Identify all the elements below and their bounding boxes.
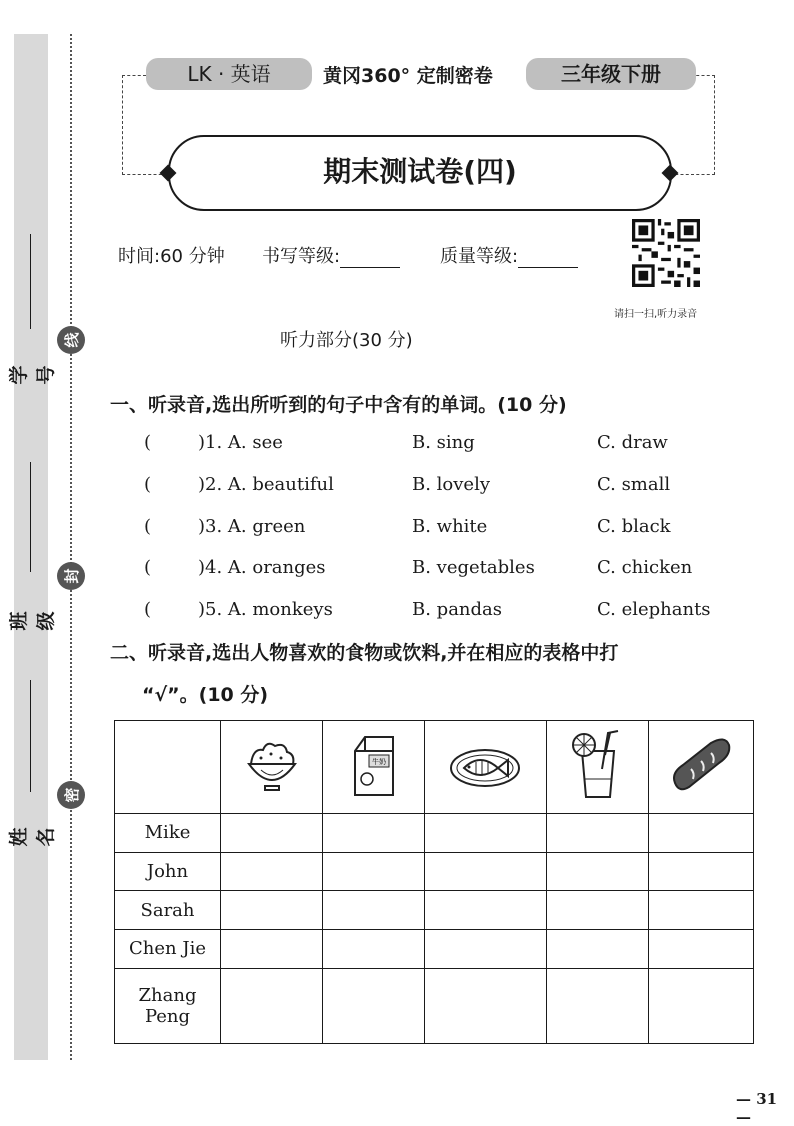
student-name-cell: Chen Jie — [115, 929, 221, 968]
table-row — [115, 852, 754, 891]
answer-paren[interactable]: ( — [144, 557, 152, 578]
table-row — [115, 891, 754, 930]
option-a: )3. A. green — [198, 516, 306, 537]
answer-cell[interactable] — [546, 891, 648, 930]
option-c: C. black — [597, 516, 671, 537]
option-b: B. white — [412, 516, 488, 537]
option-a: )1. A. see — [198, 432, 283, 453]
student-id-line — [30, 234, 31, 329]
student-name-cell: John — [115, 852, 221, 891]
bread-icon — [669, 733, 733, 797]
page-number: — 31 — — [736, 1090, 778, 1126]
answer-cell[interactable] — [323, 814, 425, 853]
corner-cell — [115, 721, 221, 814]
option-c: C. chicken — [597, 557, 693, 578]
bread-cell — [648, 721, 753, 814]
table-row — [115, 968, 754, 1044]
option-b: B. vegetables — [412, 557, 535, 578]
milk-label: 牛奶 — [371, 757, 386, 766]
food-preference-table — [114, 720, 754, 1044]
seal-seal: 封 — [57, 562, 85, 590]
answer-cell[interactable] — [221, 929, 323, 968]
answer-cell[interactable] — [648, 852, 753, 891]
exam-time: 时间:60 分钟 — [118, 246, 225, 267]
option-a: )5. A. monkeys — [198, 599, 333, 620]
part1-title: 一、听录音,选出所听到的句子中含有的单词。(10 分) — [110, 394, 567, 416]
listening-heading: 听力部分(30 分) — [280, 330, 413, 351]
writing-grade-blank[interactable] — [340, 249, 400, 268]
answer-cell[interactable] — [221, 891, 323, 930]
answer-paren[interactable]: ( — [144, 432, 152, 453]
answer-cell[interactable] — [323, 968, 425, 1044]
question-row — [140, 557, 740, 583]
answer-cell[interactable] — [323, 891, 425, 930]
option-b: B. pandas — [412, 599, 503, 620]
fish-plate-icon — [448, 738, 522, 792]
seal-secret: 密 — [57, 781, 85, 809]
question-row — [140, 599, 740, 625]
answer-cell[interactable] — [221, 852, 323, 891]
answer-cell[interactable] — [648, 891, 753, 930]
rice-bowl-cell — [221, 721, 323, 814]
binding-strip — [14, 34, 48, 1060]
milk-carton-icon — [343, 729, 405, 801]
option-a: )4. A. oranges — [198, 557, 326, 578]
class-label: 班级 — [8, 611, 57, 631]
grade-pill: 三年级下册 — [526, 58, 696, 90]
table-row — [115, 814, 754, 853]
option-c: C. small — [597, 474, 671, 495]
writing-grade — [262, 242, 400, 268]
quality-grade-label: 质量等级: — [440, 246, 519, 267]
class-line — [30, 462, 31, 572]
question-row — [140, 432, 740, 458]
answer-cell[interactable] — [425, 929, 547, 968]
series-name: 黄冈360° 定制密卷 — [323, 65, 493, 87]
student-id-label: 学号 — [8, 365, 57, 385]
header-dashed-frame-left — [122, 75, 167, 175]
qr-code-icon[interactable] — [632, 219, 700, 287]
option-b: B. sing — [412, 432, 475, 453]
answer-cell[interactable] — [546, 852, 648, 891]
juice-glass-cell — [546, 721, 648, 814]
header-dashed-frame-right — [670, 75, 715, 175]
answer-paren[interactable]: ( — [144, 599, 152, 620]
answer-paren[interactable]: ( — [144, 516, 152, 537]
name-line — [30, 680, 31, 792]
icon-row — [115, 721, 754, 814]
answer-cell[interactable] — [546, 968, 648, 1044]
answer-cell[interactable] — [323, 929, 425, 968]
quality-grade — [440, 242, 578, 268]
student-name-cell: Sarah — [115, 891, 221, 930]
table-row — [115, 929, 754, 968]
student-name-cell: Mike — [115, 814, 221, 853]
answer-cell[interactable] — [221, 814, 323, 853]
answer-cell[interactable] — [648, 968, 753, 1044]
option-c: C. elephants — [597, 599, 711, 620]
question-row — [140, 516, 740, 542]
rice-bowl-icon — [241, 734, 303, 796]
question-row — [140, 474, 740, 500]
answer-paren[interactable]: ( — [144, 474, 152, 495]
juice-glass-icon — [566, 729, 628, 801]
milk-carton-cell — [323, 721, 425, 814]
option-a: )2. A. beautiful — [198, 474, 334, 495]
answer-cell[interactable] — [425, 968, 547, 1044]
name-label: 姓名 — [8, 827, 57, 847]
answer-cell[interactable] — [323, 852, 425, 891]
part2-title-line1: 二、听录音,选出人物喜欢的食物或饮料,并在相应的表格中打 — [110, 642, 619, 664]
seal-line: 线 — [57, 326, 85, 354]
binding-dashed-line — [70, 34, 72, 1060]
answer-cell[interactable] — [648, 814, 753, 853]
part2-title-line2: “√”。(10 分) — [142, 684, 269, 706]
answer-cell[interactable] — [425, 852, 547, 891]
fish-plate-cell — [425, 721, 547, 814]
quality-grade-blank[interactable] — [518, 249, 578, 268]
qr-caption: 请扫一扫,听力录音 — [614, 309, 698, 320]
answer-cell[interactable] — [425, 814, 547, 853]
answer-cell[interactable] — [648, 929, 753, 968]
student-name-cell: Zhang Peng — [115, 968, 221, 1044]
page-title: 期末测试卷(四) — [323, 155, 517, 188]
answer-cell[interactable] — [221, 968, 323, 1044]
option-b: B. lovely — [412, 474, 491, 495]
answer-cell[interactable] — [425, 891, 547, 930]
writing-grade-label: 书写等级: — [262, 246, 341, 267]
answer-cell[interactable] — [546, 814, 648, 853]
option-c: C. draw — [597, 432, 668, 453]
answer-cell[interactable] — [546, 929, 648, 968]
subject-pill: LK · 英语 — [146, 58, 312, 90]
